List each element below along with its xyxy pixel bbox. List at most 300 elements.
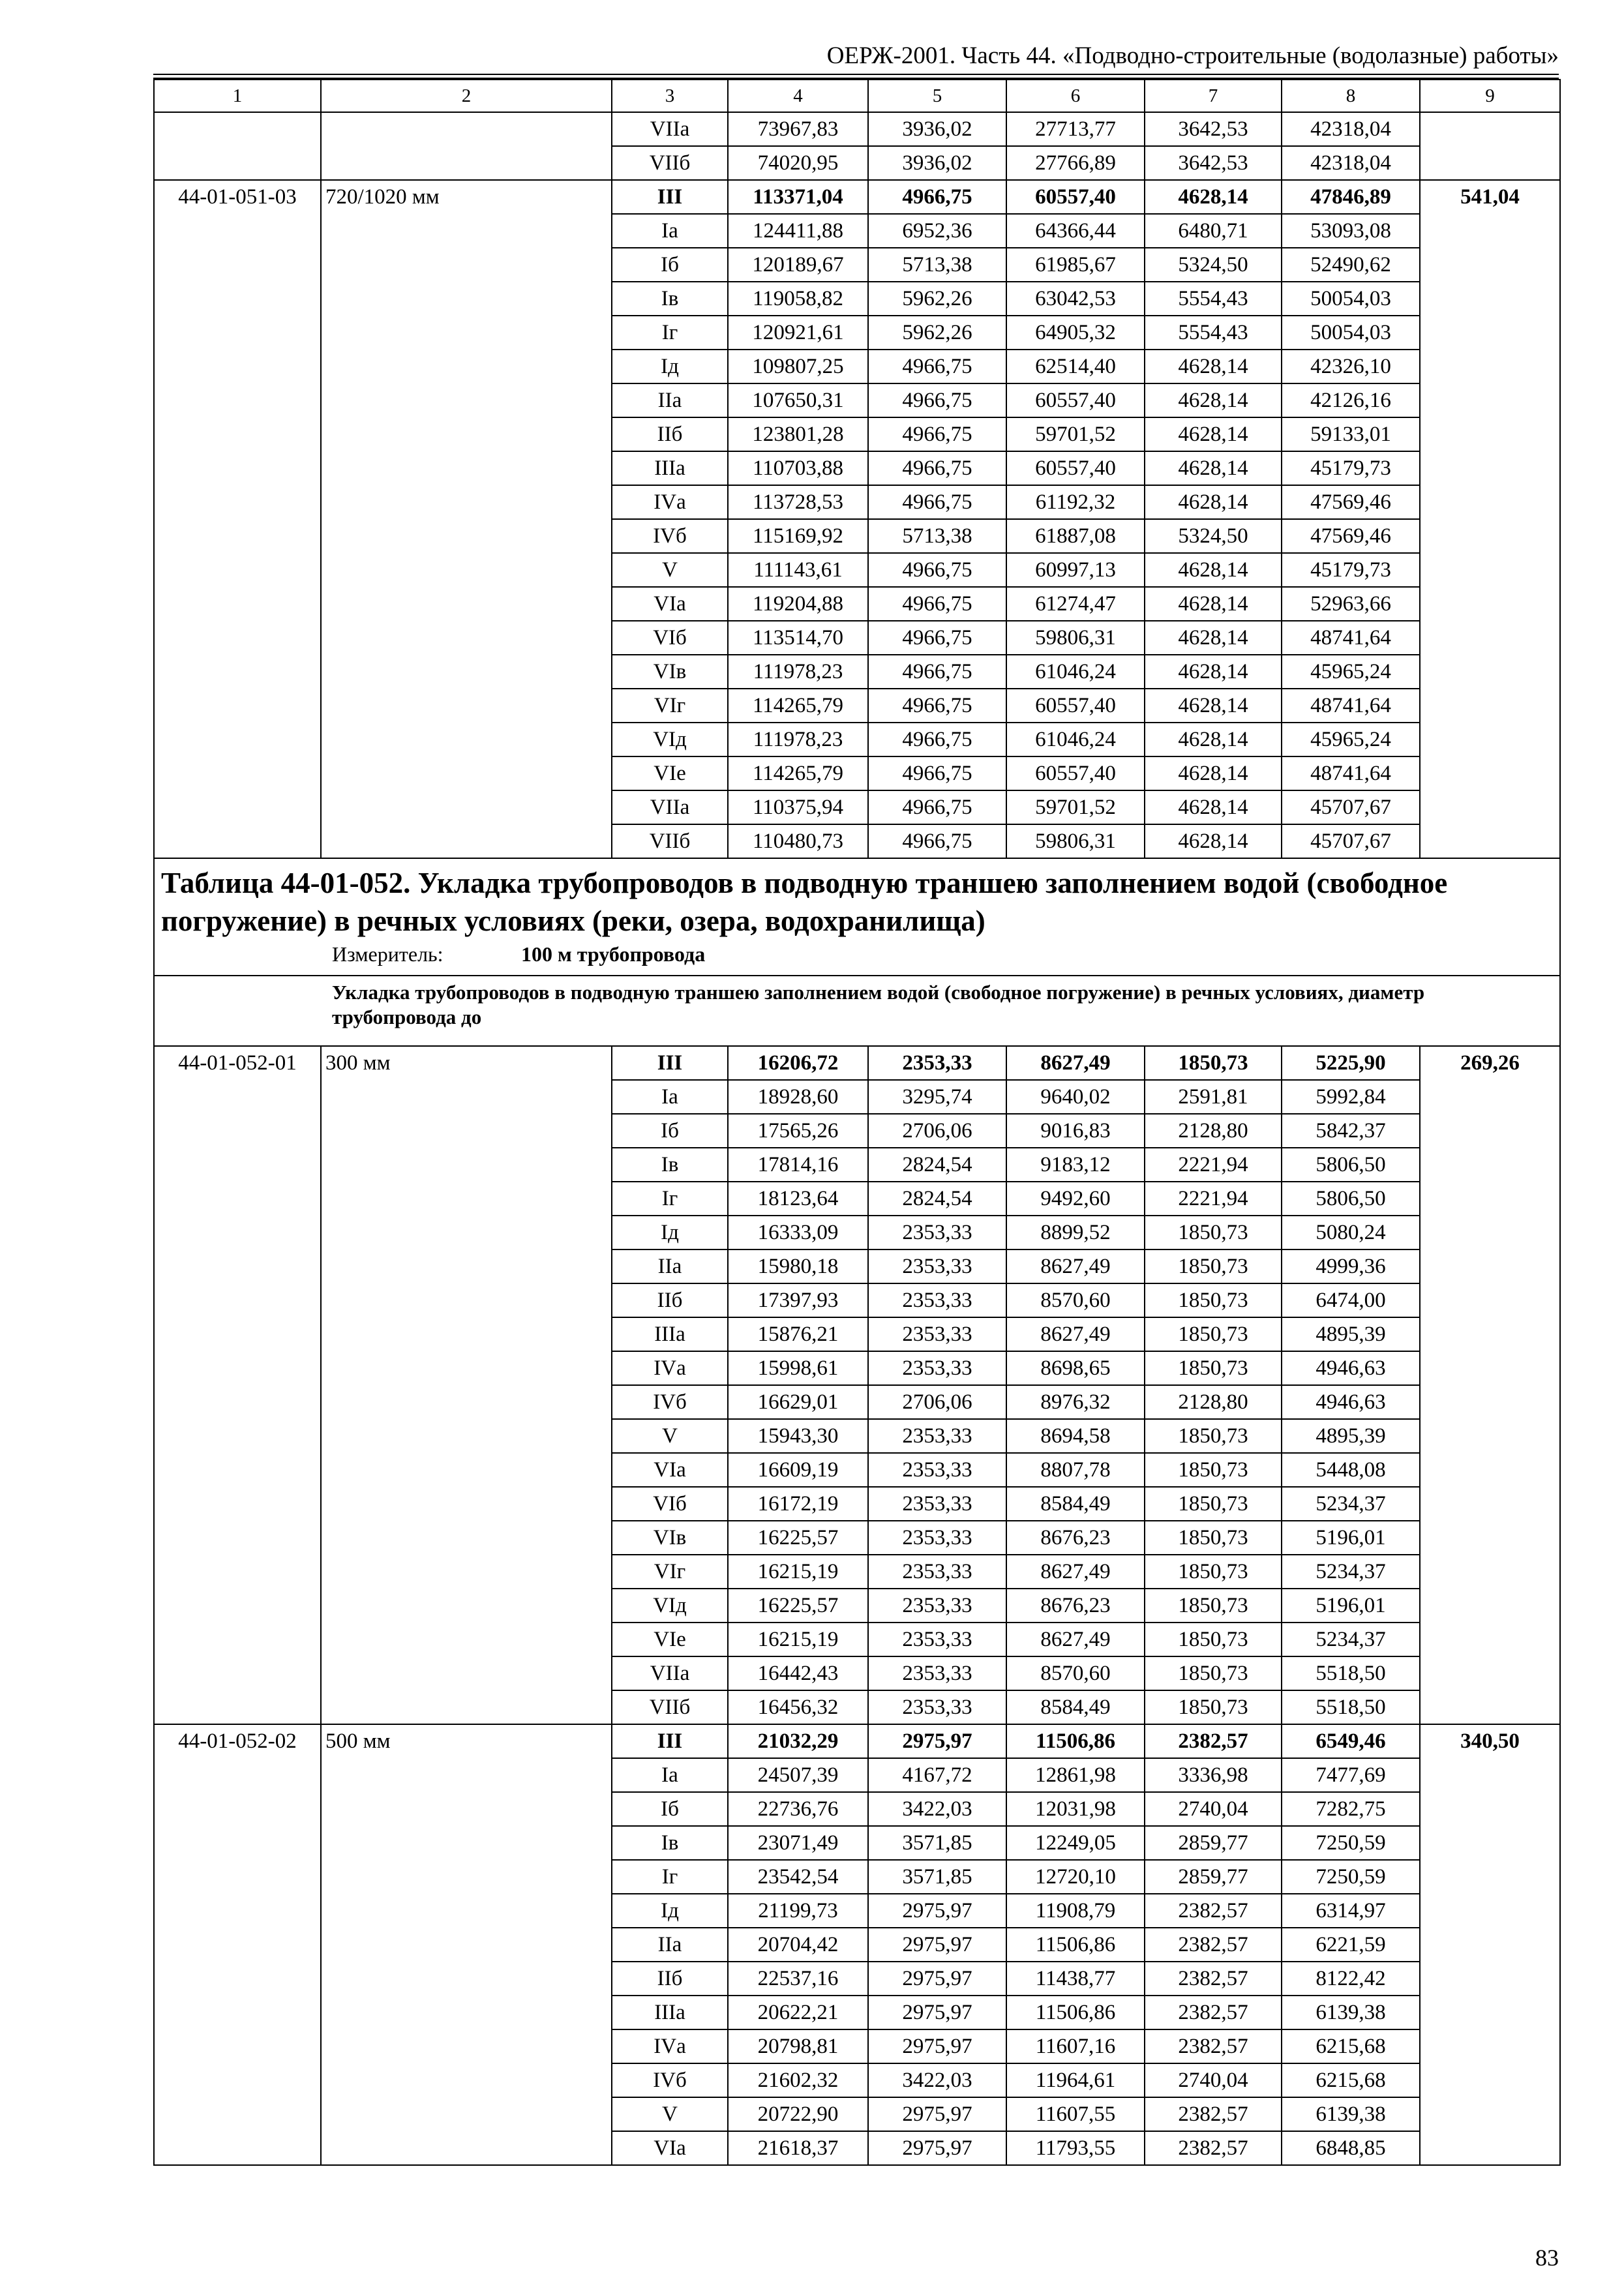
cost-value-cell: 2824,54 xyxy=(868,1182,1006,1216)
zone-class-cell: IVб xyxy=(612,2063,728,2097)
cost-value-cell: 16442,43 xyxy=(728,1656,868,1690)
running-title: ОЕРЖ-2001. Часть 44. «Подводно-строительные (водолазные) работы» xyxy=(826,42,1559,69)
cost-value-cell: 5713,38 xyxy=(868,519,1006,553)
cost-value-cell: 120921,61 xyxy=(728,316,868,350)
subheading-cell xyxy=(154,976,1560,1046)
zone-class-cell: VIв xyxy=(612,655,728,689)
cost-value-cell: 8899,52 xyxy=(1006,1216,1145,1249)
cost-value-cell: 16225,57 xyxy=(728,1589,868,1623)
zone-class-cell: VIIа xyxy=(612,112,728,146)
cost-value-cell: 2353,33 xyxy=(868,1283,1006,1317)
cost-value-cell: 5196,01 xyxy=(1282,1521,1420,1555)
cost-value-cell: 4628,14 xyxy=(1145,180,1282,214)
zone-class-cell: VIг xyxy=(612,689,728,723)
cost-value-cell: 47569,46 xyxy=(1282,485,1420,519)
cost-value-cell: 9640,02 xyxy=(1006,1080,1145,1114)
cost-value-cell: 3642,53 xyxy=(1145,146,1282,180)
cost-value-cell: 4946,63 xyxy=(1282,1351,1420,1385)
cost-value-cell: 45965,24 xyxy=(1282,655,1420,689)
cost-value-cell: 5806,50 xyxy=(1282,1148,1420,1182)
cost-value-cell: 113514,70 xyxy=(728,621,868,655)
cost-value-cell: 42326,10 xyxy=(1282,350,1420,383)
cost-value-cell: 60557,40 xyxy=(1006,756,1145,790)
labor-total-cell xyxy=(1420,112,1560,180)
cost-value-cell: 59701,52 xyxy=(1006,790,1145,824)
cost-value-cell: 1850,73 xyxy=(1145,1351,1282,1385)
cost-value-cell: 1850,73 xyxy=(1145,1656,1282,1690)
table-row xyxy=(154,180,1560,214)
cost-value-cell: 5080,24 xyxy=(1282,1216,1420,1249)
cost-value-cell: 114265,79 xyxy=(728,756,868,790)
cost-value-cell: 113371,04 xyxy=(728,180,868,214)
zone-class-cell: IIIа xyxy=(612,451,728,485)
cost-value-cell: 74020,95 xyxy=(728,146,868,180)
cost-value-cell: 8627,49 xyxy=(1006,1555,1145,1589)
zone-class-cell: VIб xyxy=(612,1487,728,1521)
zone-class-cell: VIIа xyxy=(612,790,728,824)
rate-code-cell: 44-01-052-02 xyxy=(154,1724,321,2165)
cost-value-cell: 47569,46 xyxy=(1282,519,1420,553)
cost-value-cell: 1850,73 xyxy=(1145,1555,1282,1589)
cost-value-cell: 2740,04 xyxy=(1145,2063,1282,2097)
cost-value-cell: 5324,50 xyxy=(1145,519,1282,553)
cost-value-cell: 60557,40 xyxy=(1006,689,1145,723)
cost-value-cell: 45965,24 xyxy=(1282,723,1420,756)
cost-value-cell: 61046,24 xyxy=(1006,723,1145,756)
subheading-text: Укладка трубопроводов в подводную траншею заполнением водой (свободное погружение) в речных условиях, диаметр трубопровода до xyxy=(332,981,1425,1028)
cost-value-cell: 2353,33 xyxy=(868,1589,1006,1623)
cost-value-cell: 4628,14 xyxy=(1145,417,1282,451)
cost-value-cell: 8570,60 xyxy=(1006,1656,1145,1690)
zone-class-cell: IVб xyxy=(612,519,728,553)
cost-value-cell: 22537,16 xyxy=(728,1962,868,1996)
cost-value-cell: 9183,12 xyxy=(1006,1148,1145,1182)
zone-class-cell: VIг xyxy=(612,1555,728,1589)
cost-value-cell: 2859,77 xyxy=(1145,1826,1282,1860)
cost-value-cell: 5225,90 xyxy=(1282,1046,1420,1080)
zone-class-cell: Iв xyxy=(612,282,728,316)
cost-value-cell: 16333,09 xyxy=(728,1216,868,1249)
cost-value-cell: 2975,97 xyxy=(868,1928,1006,1962)
cost-value-cell: 45707,67 xyxy=(1282,824,1420,858)
cost-value-cell: 16629,01 xyxy=(728,1385,868,1419)
zone-class-cell: VIIб xyxy=(612,146,728,180)
zone-class-cell: Iа xyxy=(612,214,728,248)
zone-class-cell: Iв xyxy=(612,1826,728,1860)
cost-value-cell: 111978,23 xyxy=(728,655,868,689)
cost-value-cell: 4628,14 xyxy=(1145,553,1282,587)
cost-value-cell: 4966,75 xyxy=(868,756,1006,790)
cost-value-cell: 119204,88 xyxy=(728,587,868,621)
cost-value-cell: 1850,73 xyxy=(1145,1589,1282,1623)
cost-value-cell: 2353,33 xyxy=(868,1690,1006,1724)
labor-total-cell: 269,26 xyxy=(1420,1046,1560,1724)
cost-value-cell: 2382,57 xyxy=(1145,2131,1282,2165)
cost-value-cell: 42318,04 xyxy=(1282,146,1420,180)
cost-value-cell: 2353,33 xyxy=(868,1656,1006,1690)
cost-value-cell: 15998,61 xyxy=(728,1351,868,1385)
cost-value-cell: 2353,33 xyxy=(868,1317,1006,1351)
cost-value-cell: 1850,73 xyxy=(1145,1249,1282,1283)
zone-class-cell: III xyxy=(612,1046,728,1080)
cost-value-cell: 4966,75 xyxy=(868,180,1006,214)
cost-value-cell: 5842,37 xyxy=(1282,1114,1420,1148)
cost-value-cell: 1850,73 xyxy=(1145,1216,1282,1249)
cost-value-cell: 11607,16 xyxy=(1006,2029,1145,2063)
cost-value-cell: 5324,50 xyxy=(1145,248,1282,282)
cost-value-cell: 15943,30 xyxy=(728,1419,868,1453)
cost-value-cell: 4628,14 xyxy=(1145,756,1282,790)
cost-value-cell: 8570,60 xyxy=(1006,1283,1145,1317)
zone-class-cell: VIд xyxy=(612,723,728,756)
cost-value-cell: 2353,33 xyxy=(868,1521,1006,1555)
cost-value-cell: 2353,33 xyxy=(868,1046,1006,1080)
cost-value-cell: 59806,31 xyxy=(1006,621,1145,655)
cost-value-cell: 2221,94 xyxy=(1145,1148,1282,1182)
cost-value-cell: 1850,73 xyxy=(1145,1521,1282,1555)
cost-value-cell: 111143,61 xyxy=(728,553,868,587)
cost-value-cell: 11506,86 xyxy=(1006,1928,1145,1962)
cost-value-cell: 2353,33 xyxy=(868,1555,1006,1589)
cost-value-cell: 5234,37 xyxy=(1282,1555,1420,1589)
cost-value-cell: 12861,98 xyxy=(1006,1758,1145,1792)
cost-value-cell: 4966,75 xyxy=(868,689,1006,723)
rate-code-cell: 44-01-051-03 xyxy=(154,180,321,858)
column-number: 6 xyxy=(1006,80,1145,112)
cost-value-cell: 8584,49 xyxy=(1006,1487,1145,1521)
cost-value-cell: 23542,54 xyxy=(728,1860,868,1894)
cost-value-cell: 6221,59 xyxy=(1282,1928,1420,1962)
zone-class-cell: VIб xyxy=(612,621,728,655)
cost-value-cell: 1850,73 xyxy=(1145,1690,1282,1724)
zone-class-cell: IIа xyxy=(612,383,728,417)
cost-value-cell: 8627,49 xyxy=(1006,1046,1145,1080)
cost-value-cell: 3571,85 xyxy=(868,1826,1006,1860)
cost-value-cell: 53093,08 xyxy=(1282,214,1420,248)
cost-value-cell: 5234,37 xyxy=(1282,1487,1420,1521)
cost-value-cell: 17814,16 xyxy=(728,1148,868,1182)
cost-value-cell: 61274,47 xyxy=(1006,587,1145,621)
cost-value-cell: 6848,85 xyxy=(1282,2131,1420,2165)
column-number: 7 xyxy=(1145,80,1282,112)
cost-value-cell: 11438,77 xyxy=(1006,1962,1145,1996)
cost-value-cell: 7477,69 xyxy=(1282,1758,1420,1792)
cost-value-cell: 110375,94 xyxy=(728,790,868,824)
cost-value-cell: 5448,08 xyxy=(1282,1453,1420,1487)
cost-value-cell: 17397,93 xyxy=(728,1283,868,1317)
zone-class-cell: IVа xyxy=(612,2029,728,2063)
cost-value-cell: 123801,28 xyxy=(728,417,868,451)
cost-value-cell: 8807,78 xyxy=(1006,1453,1145,1487)
cost-value-cell: 59701,52 xyxy=(1006,417,1145,451)
cost-value-cell: 2353,33 xyxy=(868,1487,1006,1521)
cost-value-cell: 2353,33 xyxy=(868,1216,1006,1249)
cost-value-cell: 11964,61 xyxy=(1006,2063,1145,2097)
cost-value-cell: 1850,73 xyxy=(1145,1623,1282,1656)
cost-value-cell: 113728,53 xyxy=(728,485,868,519)
cost-value-cell: 61887,08 xyxy=(1006,519,1145,553)
zone-class-cell: IIа xyxy=(612,1928,728,1962)
zone-class-cell: Iд xyxy=(612,1216,728,1249)
column-number: 8 xyxy=(1282,80,1420,112)
cost-value-cell: 4628,14 xyxy=(1145,621,1282,655)
cost-value-cell: 4628,14 xyxy=(1145,350,1282,383)
cost-value-cell: 4167,72 xyxy=(868,1758,1006,1792)
cost-value-cell: 2353,33 xyxy=(868,1419,1006,1453)
zone-class-cell: Iа xyxy=(612,1758,728,1792)
cost-value-cell: 16609,19 xyxy=(728,1453,868,1487)
cost-value-cell: 47846,89 xyxy=(1282,180,1420,214)
cost-value-cell: 3936,02 xyxy=(868,146,1006,180)
cost-value-cell: 3642,53 xyxy=(1145,112,1282,146)
cost-value-cell: 17565,26 xyxy=(728,1114,868,1148)
zone-class-cell: VIе xyxy=(612,756,728,790)
table-row xyxy=(154,1046,1560,1080)
measure-label: Измеритель: xyxy=(332,942,444,966)
pipe-diameter-cell: 300 мм xyxy=(321,1046,612,1724)
cost-value-cell: 4966,75 xyxy=(868,451,1006,485)
cost-value-cell: 3295,74 xyxy=(868,1080,1006,1114)
cost-value-cell: 20704,42 xyxy=(728,1928,868,1962)
cost-value-cell: 50054,03 xyxy=(1282,282,1420,316)
cost-value-cell: 12720,10 xyxy=(1006,1860,1145,1894)
cost-value-cell: 60997,13 xyxy=(1006,553,1145,587)
cost-value-cell: 27766,89 xyxy=(1006,146,1145,180)
zone-class-cell: IVа xyxy=(612,485,728,519)
cost-value-cell: 5962,26 xyxy=(868,316,1006,350)
cost-value-cell: 20722,90 xyxy=(728,2097,868,2131)
cost-value-cell: 6139,38 xyxy=(1282,1996,1420,2029)
cost-value-cell: 15980,18 xyxy=(728,1249,868,1283)
cost-value-cell: 73967,83 xyxy=(728,112,868,146)
cost-value-cell: 3336,98 xyxy=(1145,1758,1282,1792)
column-number: 3 xyxy=(612,80,728,112)
cost-value-cell: 2382,57 xyxy=(1145,2029,1282,2063)
column-number: 2 xyxy=(321,80,612,112)
cost-value-cell: 6474,00 xyxy=(1282,1283,1420,1317)
cost-value-cell: 21199,73 xyxy=(728,1894,868,1928)
cost-value-cell: 21032,29 xyxy=(728,1724,868,1758)
cost-value-cell: 59806,31 xyxy=(1006,824,1145,858)
cost-value-cell: 42318,04 xyxy=(1282,112,1420,146)
cost-value-cell: 1850,73 xyxy=(1145,1453,1282,1487)
rate-code-cell: 44-01-052-01 xyxy=(154,1046,321,1724)
cost-value-cell: 63042,53 xyxy=(1006,282,1145,316)
cost-value-cell: 5518,50 xyxy=(1282,1656,1420,1690)
zone-class-cell: Iд xyxy=(612,1894,728,1928)
cost-value-cell: 120189,67 xyxy=(728,248,868,282)
cost-value-cell: 1850,73 xyxy=(1145,1046,1282,1080)
cost-value-cell: 5992,84 xyxy=(1282,1080,1420,1114)
zone-class-cell: IIа xyxy=(612,1249,728,1283)
cost-value-cell: 2859,77 xyxy=(1145,1860,1282,1894)
zone-class-cell: Iа xyxy=(612,1080,728,1114)
cost-value-cell: 2975,97 xyxy=(868,1724,1006,1758)
cost-value-cell: 2382,57 xyxy=(1145,1724,1282,1758)
cost-value-cell: 3422,03 xyxy=(868,1792,1006,1826)
cost-value-cell: 3936,02 xyxy=(868,112,1006,146)
column-number: 4 xyxy=(728,80,868,112)
cost-value-cell: 60557,40 xyxy=(1006,383,1145,417)
cost-value-cell: 18123,64 xyxy=(728,1182,868,1216)
cost-value-cell: 4628,14 xyxy=(1145,723,1282,756)
zone-class-cell: VIIа xyxy=(612,1656,728,1690)
table-section-header xyxy=(154,858,1560,976)
cost-value-cell: 6952,36 xyxy=(868,214,1006,248)
cost-value-cell: 2824,54 xyxy=(868,1148,1006,1182)
zone-class-cell: V xyxy=(612,2097,728,2131)
cost-value-cell: 11506,86 xyxy=(1006,1996,1145,2029)
cost-value-cell: 4895,39 xyxy=(1282,1419,1420,1453)
zone-class-cell: VIа xyxy=(612,587,728,621)
cost-value-cell: 16225,57 xyxy=(728,1521,868,1555)
cost-value-cell: 2975,97 xyxy=(868,1962,1006,1996)
cost-value-cell: 2706,06 xyxy=(868,1114,1006,1148)
zone-class-cell: Iб xyxy=(612,248,728,282)
cost-value-cell: 111978,23 xyxy=(728,723,868,756)
cost-value-cell: 9016,83 xyxy=(1006,1114,1145,1148)
cost-value-cell: 12249,05 xyxy=(1006,1826,1145,1860)
cost-value-cell: 4628,14 xyxy=(1145,485,1282,519)
cost-value-cell: 2353,33 xyxy=(868,1453,1006,1487)
column-number: 1 xyxy=(154,80,321,112)
cost-value-cell: 8627,49 xyxy=(1006,1249,1145,1283)
cost-value-cell: 6215,68 xyxy=(1282,2063,1420,2097)
cost-value-cell: 110703,88 xyxy=(728,451,868,485)
zone-class-cell: Iб xyxy=(612,1792,728,1826)
cost-value-cell: 2221,94 xyxy=(1145,1182,1282,1216)
cost-value-cell: 4628,14 xyxy=(1145,587,1282,621)
cost-value-cell: 8676,23 xyxy=(1006,1521,1145,1555)
cost-value-cell: 5518,50 xyxy=(1282,1690,1420,1724)
cost-value-cell: 9492,60 xyxy=(1006,1182,1145,1216)
zone-class-cell: Iв xyxy=(612,1148,728,1182)
cost-value-cell: 45179,73 xyxy=(1282,553,1420,587)
cost-value-cell: 4895,39 xyxy=(1282,1317,1420,1351)
cost-value-cell: 21602,32 xyxy=(728,2063,868,2097)
cost-value-cell: 6139,38 xyxy=(1282,2097,1420,2131)
cost-value-cell: 4966,75 xyxy=(868,417,1006,451)
cost-value-cell: 2382,57 xyxy=(1145,1962,1282,1996)
cost-value-cell: 8627,49 xyxy=(1006,1317,1145,1351)
pipe-diameter-cell: 720/1020 мм xyxy=(321,180,612,858)
cost-value-cell: 18928,60 xyxy=(728,1080,868,1114)
cost-value-cell: 2706,06 xyxy=(868,1385,1006,1419)
cost-value-cell: 61192,32 xyxy=(1006,485,1145,519)
zone-class-cell: V xyxy=(612,1419,728,1453)
zone-class-cell: IIIа xyxy=(612,1317,728,1351)
cost-value-cell: 1850,73 xyxy=(1145,1419,1282,1453)
zone-class-cell: IIIа xyxy=(612,1996,728,2029)
cost-value-cell: 64905,32 xyxy=(1006,316,1145,350)
cost-value-cell: 4628,14 xyxy=(1145,824,1282,858)
cost-value-cell: 6314,97 xyxy=(1282,1894,1420,1928)
zone-class-cell: Iд xyxy=(612,350,728,383)
cost-value-cell: 115169,92 xyxy=(728,519,868,553)
cost-value-cell: 24507,39 xyxy=(728,1758,868,1792)
zone-class-cell: III xyxy=(612,180,728,214)
zone-class-cell: Iг xyxy=(612,316,728,350)
labor-total-cell: 340,50 xyxy=(1420,1724,1560,2165)
cost-value-cell: 2382,57 xyxy=(1145,2097,1282,2131)
table-subheading-row xyxy=(154,976,1560,1046)
cost-value-cell: 1850,73 xyxy=(1145,1487,1282,1521)
section-title-cell xyxy=(154,858,1560,976)
cost-value-cell: 21618,37 xyxy=(728,2131,868,2165)
cost-value-cell: 7282,75 xyxy=(1282,1792,1420,1826)
cost-value-cell: 109807,25 xyxy=(728,350,868,383)
cost-value-cell: 8584,49 xyxy=(1006,1690,1145,1724)
column-number: 9 xyxy=(1420,80,1560,112)
cost-value-cell: 5554,43 xyxy=(1145,282,1282,316)
cost-value-cell: 48741,64 xyxy=(1282,689,1420,723)
cost-value-cell: 60557,40 xyxy=(1006,180,1145,214)
zone-class-cell: V xyxy=(612,553,728,587)
cost-value-cell: 4966,75 xyxy=(868,587,1006,621)
zone-class-cell: VIв xyxy=(612,1521,728,1555)
cost-value-cell: 16456,32 xyxy=(728,1690,868,1724)
cost-value-cell: 107650,31 xyxy=(728,383,868,417)
cost-value-cell: 8698,65 xyxy=(1006,1351,1145,1385)
pipe-diameter-cell xyxy=(321,112,612,180)
labor-total-cell: 541,04 xyxy=(1420,180,1560,858)
zone-class-cell: VIа xyxy=(612,1453,728,1487)
zone-class-cell: Iб xyxy=(612,1114,728,1148)
cost-value-cell: 2975,97 xyxy=(868,2029,1006,2063)
cost-value-cell: 16215,19 xyxy=(728,1555,868,1589)
cost-value-cell: 6549,46 xyxy=(1282,1724,1420,1758)
cost-value-cell: 4966,75 xyxy=(868,485,1006,519)
zone-class-cell: IIб xyxy=(612,1283,728,1317)
zone-class-cell: Iг xyxy=(612,1182,728,1216)
cost-value-cell: 5962,26 xyxy=(868,282,1006,316)
cost-value-cell: 2382,57 xyxy=(1145,1894,1282,1928)
zone-class-cell: VIIб xyxy=(612,824,728,858)
cost-value-cell: 52490,62 xyxy=(1282,248,1420,282)
zone-class-cell: IIб xyxy=(612,417,728,451)
cost-value-cell: 8976,32 xyxy=(1006,1385,1145,1419)
header-rule xyxy=(153,74,1559,75)
pipe-diameter-cell: 500 мм xyxy=(321,1724,612,2165)
table-row xyxy=(154,112,1560,146)
cost-value-cell: 6480,71 xyxy=(1145,214,1282,248)
cost-value-cell: 1850,73 xyxy=(1145,1317,1282,1351)
table-row xyxy=(154,1724,1560,1758)
cost-value-cell: 48741,64 xyxy=(1282,756,1420,790)
cost-value-cell: 4628,14 xyxy=(1145,451,1282,485)
cost-value-cell: 5196,01 xyxy=(1282,1589,1420,1623)
cost-value-cell: 4966,75 xyxy=(868,790,1006,824)
cost-value-cell: 11908,79 xyxy=(1006,1894,1145,1928)
cost-value-cell: 8694,58 xyxy=(1006,1419,1145,1453)
cost-value-cell: 11793,55 xyxy=(1006,2131,1145,2165)
cost-value-cell: 62514,40 xyxy=(1006,350,1145,383)
cost-value-cell: 4966,75 xyxy=(868,824,1006,858)
cost-value-cell: 11506,86 xyxy=(1006,1724,1145,1758)
cost-value-cell: 2591,81 xyxy=(1145,1080,1282,1114)
cost-value-cell: 1850,73 xyxy=(1145,1283,1282,1317)
cost-value-cell: 2353,33 xyxy=(868,1623,1006,1656)
cost-value-cell: 59133,01 xyxy=(1282,417,1420,451)
cost-value-cell: 2128,80 xyxy=(1145,1114,1282,1148)
cost-value-cell: 5234,37 xyxy=(1282,1623,1420,1656)
zone-class-cell: Iг xyxy=(612,1860,728,1894)
zone-class-cell: VIд xyxy=(612,1589,728,1623)
cost-value-cell: 2975,97 xyxy=(868,2131,1006,2165)
zone-class-cell: IVб xyxy=(612,1385,728,1419)
cost-value-cell: 4628,14 xyxy=(1145,790,1282,824)
cost-value-cell: 2740,04 xyxy=(1145,1792,1282,1826)
